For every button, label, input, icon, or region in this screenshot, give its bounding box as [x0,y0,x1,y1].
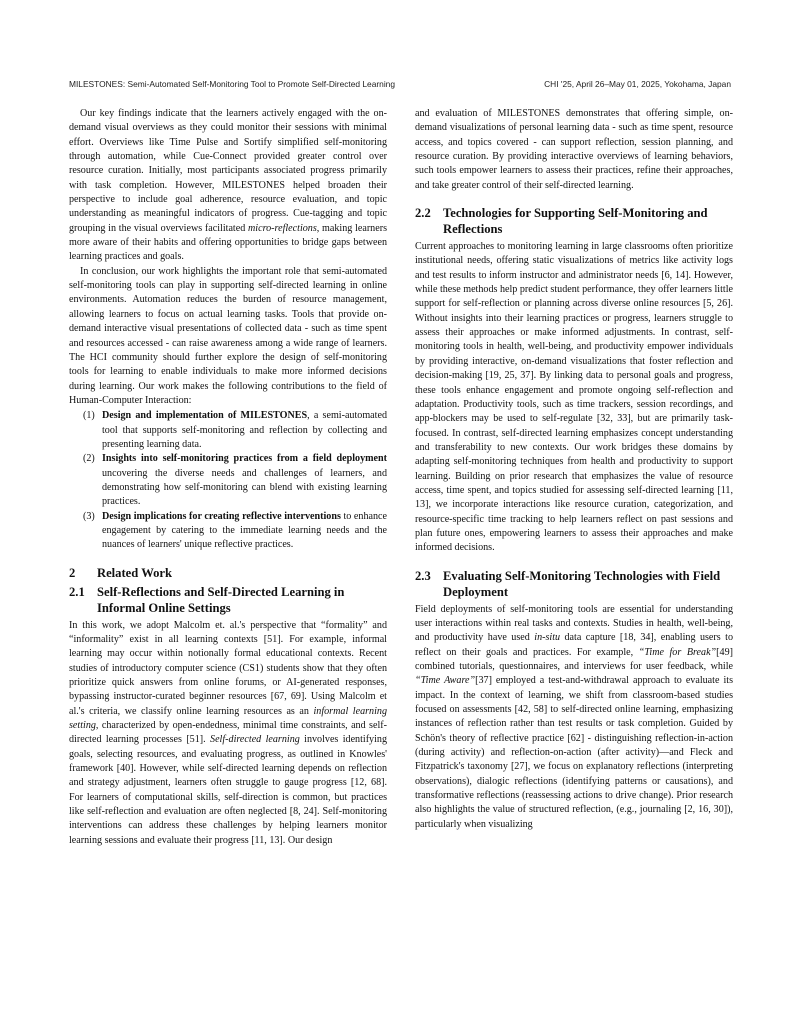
paragraph-field-deployment: Field deployments of self-monitoring tools are essential for understanding user interactions within real tasks and contexts. Studies in health, well-being, and productivity have used in-situ data capture [18, 34], enabling users to reflect on their goals and practices. For example, “Time for Break”[49] combined tutorials, questionnaires, and interviews for user feedback, while “Time Aware”[37] employed a test-and-withdrawal approach to evaluate its impact. In the context of learning, we shift from classroom-based studies focused on assessments [42, 58] to self-directed online learning, emphasizing instances of reflection rather than test results or task completion. Guided by Schön's theory of reflective practice [62] - distinguishing reflection-in-action (during activity) and reflection-on-action (after activity)—and Fleck and Fitzpatrick's taxonomy [27], we focus on explanatory reflections (interpreting observations), dialogic reflections (identifying patterns or causations), and transformative reflections (reassessing actions to drive change). Prior research also highlights the value of structured reflection, (e.g., journaling [2, 16, 30]), particularly when visualizing [415,603,733,830]
right-column [415,107,733,832]
running-header [69,79,731,89]
paragraph-design-evaluation: and evaluation of MILESTONES demonstrates that offering simple, on-demand visualizations of personal learning data - such as time spent, resource access, and topics covered - can support reflection, session planning, and resource curation. By providing interactive overviews of learning behaviors, such tools empower learners to assess their practices, refine their approaches, and take greater control of their self-directed learning. [415,108,733,191]
subsection-heading-2-1: 2.1 Self-Reflections and Self-Directed Learning in Informal Online Settings [69,584,345,615]
subsection-heading-2-2: 2.2 Technologies for Supporting Self-Monitoring and Reflections [415,206,708,237]
header-title: MILESTONES: Semi-Automated Self-Monitoring Tool to Promote Self-Directed Learning [69,79,395,89]
paragraph-conclusion: In conclusion, our work highlights the important role that semi-automated self-monitoring tools can play in supporting self-directed learning in online environments. Automation reduces the burden of resource management, allowing learners to focus on actual learning tasks. Tools that provide on-demand interactive visual presentations of collected data - such as time spent and resources accessed - can raise awareness among a wide range of learners. The HCI community should further explore the design of self-monitoring tools for learning to enable individuals to make more informed decisions during learning. Our work makes the following contributions to the field of Human-Computer Interaction: [69,265,387,406]
paragraph-key-findings: Our key findings indicate that the learners actively engaged with the on-demand visual overviews as they could monitor their sessions with minimal effort. Overviews like Time Pulse and Sortify simplified self-monitoring through automation, while Cue-Connect provided greater control over resource curation. Initially, most participants associated progress primarily with task completion. However, MILESTONES helped broaden their perspective to include goal adherence, resource evaluation, and topic understanding as meaningful indicators of progress. Cue-tagging and topic grouping in the visual overviews facilitated micro-reflections, making learners more aware of their habits and offering opportunities to bridge gaps between learning practices and goals. [69,108,387,263]
list-item: (1) Design and implementation of MILESTONES, a semi-automated tool that supports self-monitoring and reflection by collecting and presenting learning data. [83,410,387,450]
section-heading-related-work: 2 Related Work [69,565,172,580]
subsection-heading-2-3: 2.3 Evaluating Self-Monitoring Technologies with Field Deployment [415,568,721,599]
paragraph-technologies: Current approaches to monitoring learning in large classrooms often prioritize institutional needs, offering static visualizations of metrics like activity logs and test results to inform instructor and administrator needs [6, 14]. However, while these methods help predict student performance, they offer learners little support for self-reflection or planning across diverse online resources [5, 26]. Without insights into their learning practices or progress, learners struggle to assess their approaches or make informed adjustments. In contrast, self-monitoring tools in health, well-being, and productivity empower individuals by providing interactive, on-demand visualizations that foster reflection and decision-making [19, 25, 37]. By linking data to personal goals and progress, these tools enhance engagement and promote ongoing self-reflection and adaptation. Productivity tools, such as time trackers, session recordings, and app-blockers may be used to self-regulate [32, 33], but are primarily task-focused. In contrast, self-directed learning emphasizes concept understanding and transferability to new contexts. Our work bridges these domains by adapting self-monitoring techniques from health and productivity to support learning. Building on prior research that emphasizes the value of resource access, time spent, and topics studied for assessing self-directed learning [11, 13], we incorporate interactions like resource curation, categorization, and resource-specific time tracking to help learners reflect on past sessions and plan future ones, empowering learners to assess their approaches and make informed decisions. [415,241,733,554]
list-item: (2) Insights into self-monitoring practices from a field deployment uncovering the diverse needs and challenges of learners, and demonstrating how self-monitoring can blend with existing learning practices. [83,453,387,508]
paragraph-informal-learning: In this work, we adopt Malcolm et. al.'s perspective that “formality” and “informality” exist in all learning contexts [51]. For example, informal learning may occur within notionally formal educational contexts. Recent studies of introductory computer science (CS1) students show that they often prioritize quick answers from online forums, or AI-generated responses, bypassing instructor-curated beginner resources [67, 69]. Using Malcolm et al.'s criteria, we classify online learning resources as an informal learning setting, characterized by open-endedness, minimal time constraints, and self-directed learning processes [51]. Self-directed learning involves identifying goals, selecting resources, and evaluating progress, as outlined in Knowles' framework [40]. However, while self-directed learning depends on reflection and strategy adjustment, learners often struggle to gauge progress [12, 68]. For learners of computational skills, self-direction is common, but practices like self-reflection and evaluation are often neglected [8, 24]. Self-monitoring interventions can address these challenges by helping learners monitor learning sessions and evaluate their progress [11, 13]. Our design [69,619,388,846]
header-venue: CHI '25, April 26–May 01, 2025, Yokohama, Japan [544,79,731,89]
list-item: (3) Design implications for creating reflective interventions to enhance engagement by catering to the immediate learning needs and the nuances of learners' unique reflective practices. [83,510,387,551]
left-column [69,107,387,848]
contributions-list [69,409,387,552]
